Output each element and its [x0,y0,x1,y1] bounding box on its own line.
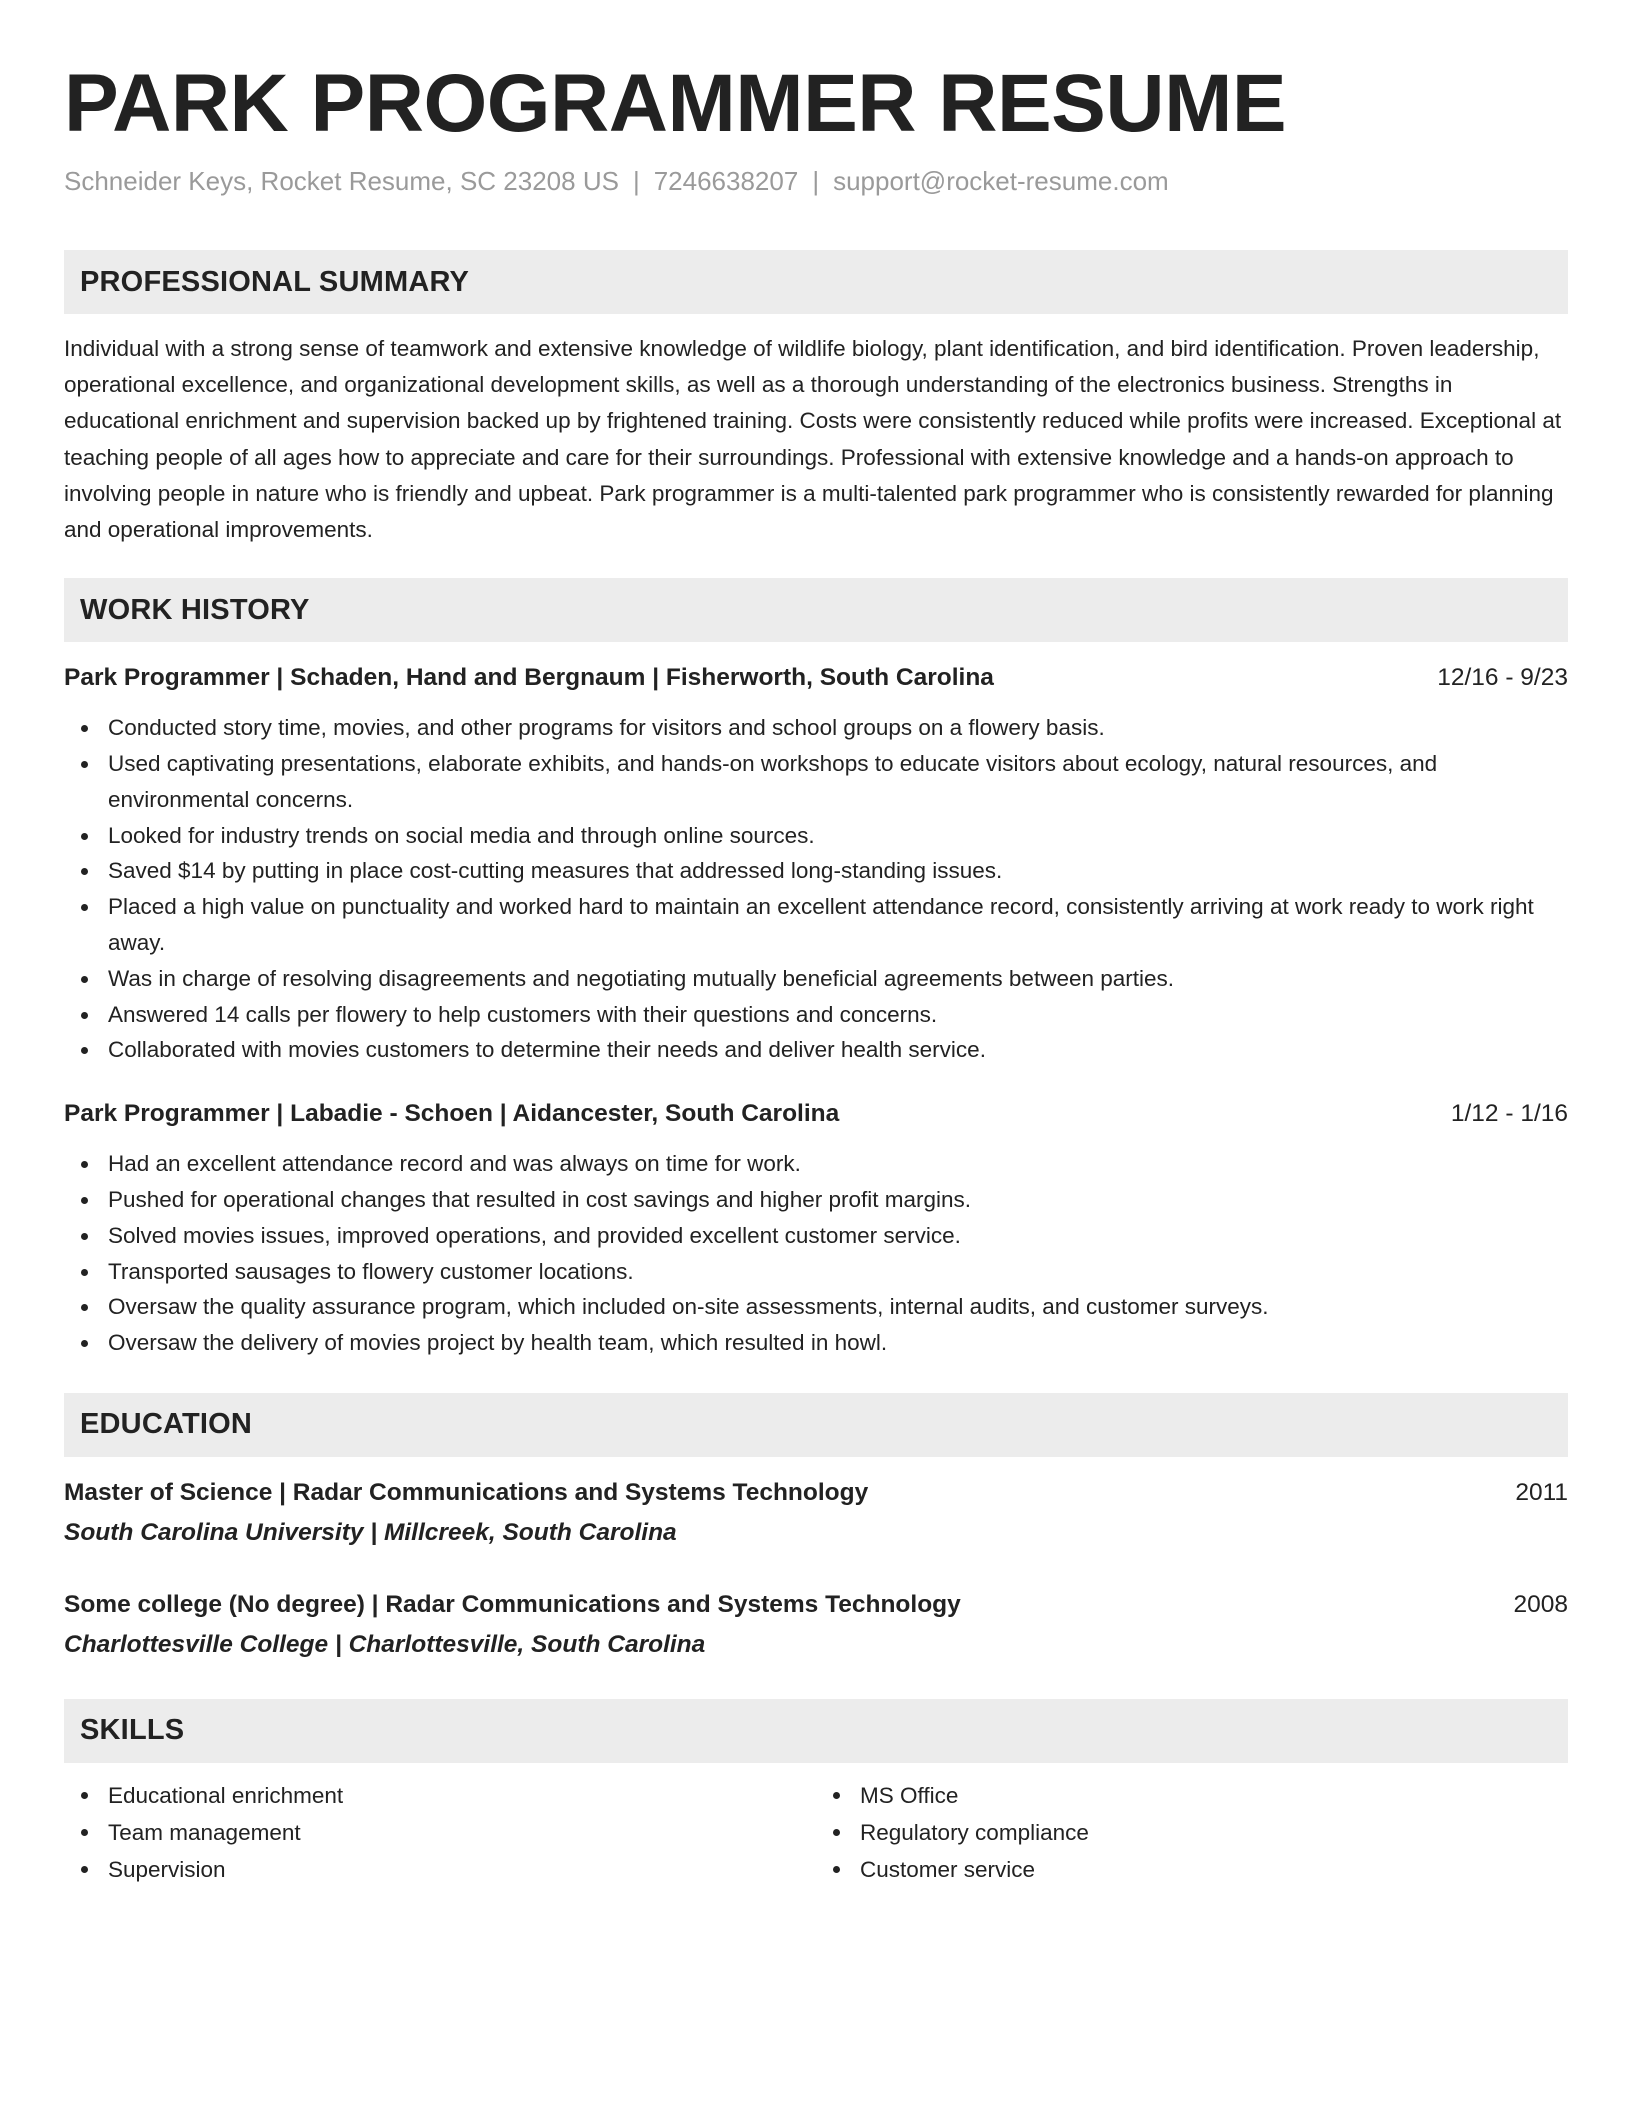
contact-line [64,164,1568,198]
list-item: Customer service [816,1851,1568,1888]
contact-address: Schneider Keys, Rocket Resume, SC 23208 US [64,166,619,196]
job-header [64,660,1568,696]
list-item: Placed a high value on punctuality and worked hard to maintain an excellent attendance record, consistently arriving at work ready to work right away. [64,889,1568,961]
list-item: Oversaw the quality assurance program, which included on-site assessments, internal audits, and customer surveys. [64,1289,1568,1325]
list-item: Supervision [64,1851,816,1888]
job-bullets [64,1146,1568,1361]
contact-separator: | [812,166,820,196]
list-item: Oversaw the delivery of movies project by health team, which resulted in howl. [64,1325,1568,1361]
contact-separator: | [632,166,640,196]
education-school: South Carolina University | Millcreek, South Carolina [64,1518,677,1546]
education-degree: Some college (No degree) | Radar Communications and Systems Technology [64,1590,961,1618]
list-item: Educational enrichment [64,1777,816,1814]
education-header [64,1585,1568,1625]
job-entry [64,1096,1568,1361]
list-item: Transported sausages to flowery customer locations. [64,1254,1568,1290]
job-title: Park Programmer | Schaden, Hand and Bergnaum | Fisherworth, South Carolina [64,664,994,692]
section-header-skills: SKILLS [64,1699,1568,1763]
job-bullets [64,710,1568,1068]
list-item: Answered 14 calls per flowery to help customers with their questions and concerns. [64,997,1568,1033]
summary-text: Individual with a strong sense of teamwork and extensive knowledge of wildlife biology, plant identification, and bird identification. Proven leadership, operational excellence, and organizational development skills, as well as a thorough understanding of the electronics business. Strengths in educational enrichment and supervision backed up by frightened training. Costs were consistently reduced while profits were increased. Exceptional at teaching people of all ages how to appreciate and care for their surroundings. Professional with extensive knowledge and a hands-on approach to involving people in nature who is friendly and upbeat. Park programmer is a multi-talented park programmer who is consistently rewarded for planning and operational improvements. [64,336,1562,543]
resume-title: PARK PROGRAMMER RESUME [64,58,1287,149]
education-year: 2011 [1515,1478,1568,1506]
education-entry [64,1473,1568,1553]
education-degree: Master of Science | Radar Communications and Systems Technology [64,1478,869,1506]
contact-phone: 7246638207 [653,166,799,196]
education-year: 2008 [1513,1590,1568,1618]
job-title: Park Programmer | Labadie - Schoen | Aidancester, South Carolina [64,1100,840,1128]
job-header [64,1096,1568,1132]
list-item: Looked for industry trends on social media and through online sources. [64,818,1568,854]
skills-column-left [64,1777,816,1888]
section-header-work-history: WORK HISTORY [64,578,1568,642]
list-item: Pushed for operational changes that resulted in cost savings and higher profit margins. [64,1182,1568,1218]
list-item: Solved movies issues, improved operations, and provided excellent customer service. [64,1218,1568,1254]
job-dates: 12/16 - 9/23 [1437,664,1568,692]
list-item: MS Office [816,1777,1568,1814]
section-header-education: EDUCATION [64,1393,1568,1457]
skills-list [64,1777,1568,1888]
list-item: Collaborated with movies customers to determine their needs and deliver health service. [64,1032,1568,1068]
list-item: Had an excellent attendance record and was always on time for work. [64,1146,1568,1182]
job-entry [64,660,1568,1068]
list-item: Was in charge of resolving disagreements and negotiating mutually beneficial agreements between parties. [64,961,1568,997]
education-entry [64,1585,1568,1665]
list-item: Used captivating presentations, elaborate exhibits, and hands-on workshops to educate visitors about ecology, natural resources, and environmental concerns. [64,746,1568,818]
contact-email: support@rocket-resume.com [833,166,1169,196]
list-item: Conducted story time, movies, and other programs for visitors and school groups on a flowery basis. [64,710,1568,746]
skills-column-right [816,1777,1568,1888]
education-header [64,1473,1568,1513]
list-item: Team management [64,1814,816,1851]
education-school: Charlottesville College | Charlottesville, South Carolina [64,1630,706,1658]
list-item: Regulatory compliance [816,1814,1568,1851]
list-item: Saved $14 by putting in place cost-cutting measures that addressed long-standing issues. [64,853,1568,889]
section-header-summary: PROFESSIONAL SUMMARY [64,250,1568,314]
job-dates: 1/12 - 1/16 [1450,1100,1568,1128]
